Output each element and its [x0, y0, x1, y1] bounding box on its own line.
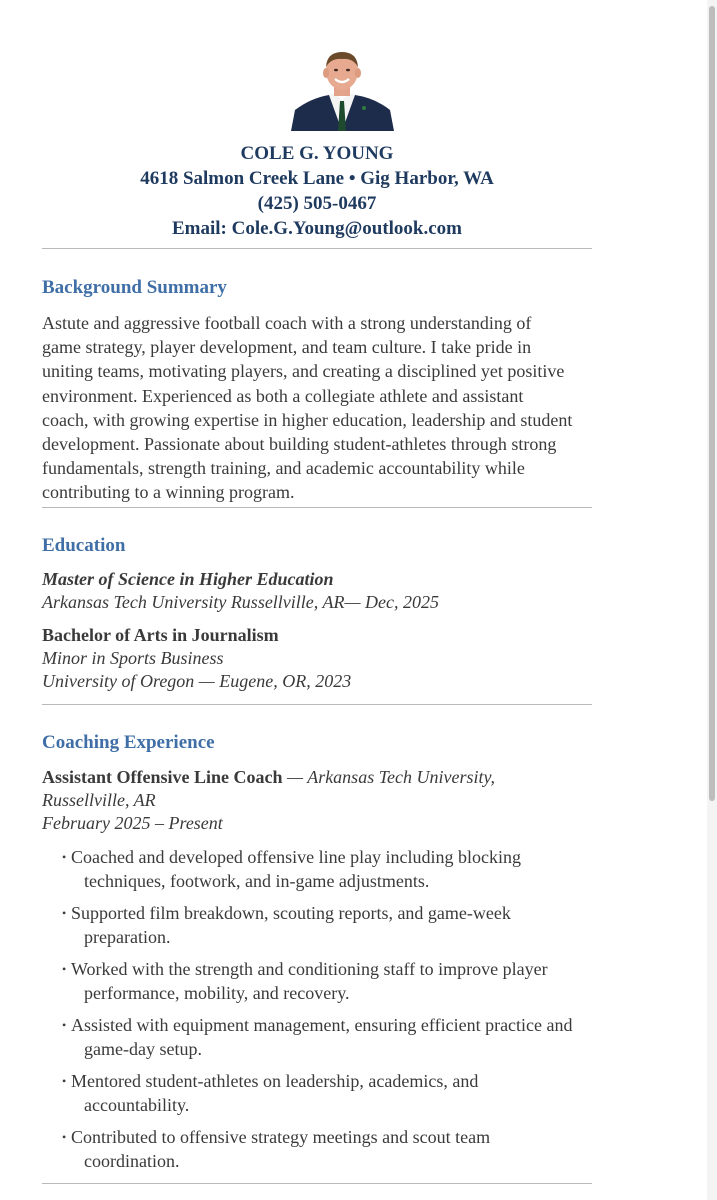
summary-line: contributing to a winning program.	[42, 482, 295, 503]
list-item	[62, 957, 662, 1005]
summary-paragraph	[42, 311, 642, 505]
experience-position	[42, 766, 495, 835]
position-dates: February 2025 – Present	[42, 813, 223, 833]
bachelors-degree: Bachelor of Arts in Journalism	[42, 625, 279, 645]
duty-line: Supported film breakdown, scouting reports, and game-week	[71, 903, 511, 923]
section-title-summary: Background Summary	[42, 277, 227, 298]
full-name: COLE G. YOUNG	[240, 143, 394, 164]
position-location: Russellville, AR	[42, 790, 156, 810]
summary-line: environment. Experienced as both a collegiate athlete and assistant	[42, 385, 524, 406]
list-item	[62, 1125, 662, 1173]
bullet-dot: •	[62, 1074, 67, 1088]
bachelors-minor: Minor in Sports Business	[42, 648, 224, 668]
summary-line: development. Passionate about building student-athletes through strong	[42, 434, 557, 455]
list-item	[62, 1069, 662, 1117]
divider	[42, 248, 592, 249]
position-org: — Arkansas Tech University,	[282, 767, 496, 787]
contact-header	[0, 141, 634, 241]
list-item	[62, 901, 662, 949]
duty-line: Contributed to offensive strategy meetings and scout team	[71, 1127, 491, 1147]
bullet-dot: •	[62, 850, 67, 864]
headshot-photo	[291, 48, 394, 131]
duty-line: Mentored student-athletes on leadership, academics, and	[71, 1071, 479, 1091]
duties-list	[62, 845, 662, 1181]
phone-number: (425) 505-0467	[257, 193, 377, 214]
scrollbar-thumb[interactable]	[709, 6, 715, 801]
duty-line: Coached and developed offensive line play including blocking	[71, 847, 522, 867]
list-item	[62, 1013, 662, 1061]
duty-line: techniques, footwork, and in-game adjustments.	[84, 871, 430, 891]
duty-line: Worked with the strength and conditioning staff to improve player	[71, 959, 548, 979]
bullet-dot: •	[62, 1018, 67, 1032]
summary-line: coach, with growing expertise in higher education, leadership and student	[42, 409, 573, 430]
summary-line: Astute and aggressive football coach with a strong understanding of	[42, 313, 532, 333]
summary-line: fundamentals, strength training, and academic accountability while	[42, 458, 525, 479]
duty-line: preparation.	[84, 927, 171, 947]
summary-line: uniting teams, motivating players, and creating a disciplined yet positive	[42, 361, 565, 382]
duty-line: game-day setup.	[84, 1039, 202, 1059]
duty-line: coordination.	[84, 1151, 180, 1171]
masters-school: Arkansas Tech University Russellville, AR— Dec, 2025	[42, 592, 439, 612]
bachelors-school: University of Oregon — Eugene, OR, 2023	[42, 671, 352, 691]
section-title-experience: Coaching Experience	[42, 732, 215, 753]
address: 4618 Salmon Creek Lane • Gig Harbor, WA	[140, 168, 494, 189]
list-item	[62, 845, 662, 893]
duty-line: accountability.	[84, 1095, 190, 1115]
bullet-dot: •	[62, 962, 67, 976]
summary-line: game strategy, player development, and team culture. I take pride in	[42, 337, 532, 358]
duty-line: Assisted with equipment management, ensuring efficient practice and	[71, 1015, 573, 1035]
bullet-dot: •	[62, 1130, 67, 1144]
email-address[interactable]: Email: Cole.G.Young@outlook.com	[171, 218, 463, 239]
divider	[42, 507, 592, 508]
education-bachelors	[42, 624, 351, 693]
duty-line: performance, mobility, and recovery.	[84, 983, 350, 1003]
divider	[42, 704, 592, 705]
position-role: Assistant Offensive Line Coach	[42, 767, 283, 787]
section-title-education: Education	[42, 535, 126, 556]
bullet-dot: •	[62, 906, 67, 920]
education-masters	[42, 568, 439, 614]
divider	[42, 1183, 592, 1184]
masters-degree: Master of Science in Higher Education	[42, 569, 334, 589]
position-line	[42, 766, 495, 789]
